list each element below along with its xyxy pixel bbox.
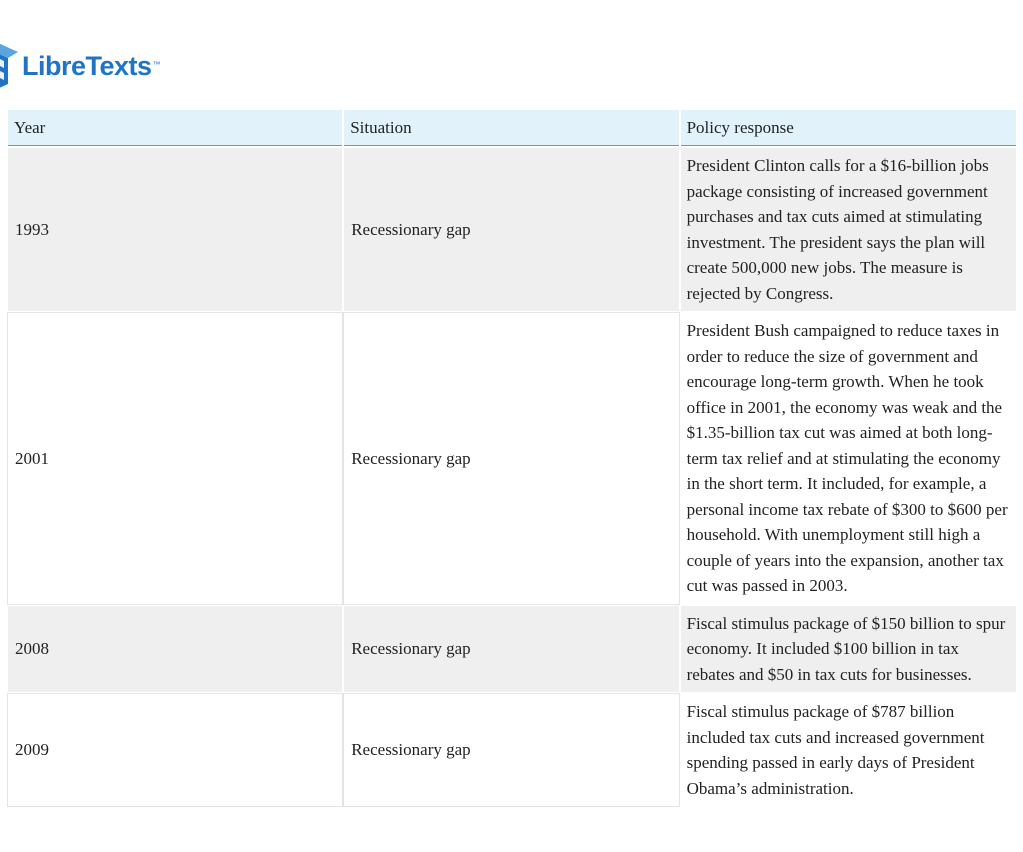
situation-cell: Recessionary gap <box>344 694 678 806</box>
header-policy-response: Policy response <box>681 110 1016 146</box>
table-row <box>8 148 1016 311</box>
header-year: Year <box>8 110 342 146</box>
table-row <box>8 694 1016 806</box>
table-row <box>8 606 1016 693</box>
situation-cell: Recessionary gap <box>344 313 678 604</box>
year-cell: 2009 <box>8 694 342 806</box>
libretexts-logo[interactable] <box>0 40 161 92</box>
table-header-row <box>8 110 1016 146</box>
policy-response-cell: President Clinton calls for a $16-billion jobs package consisting of increased government purchases and tax cuts aimed at stimulating investment. The president says the plan will create 500,000 new jobs. The measure is rejected by Congress. <box>681 148 1016 311</box>
situation-cell: Recessionary gap <box>344 606 678 693</box>
logo-wordmark: LibreTexts <box>22 50 152 81</box>
policy-response-cell: President Bush campaigned to reduce taxes in order to reduce the size of government and encourage long-term growth. When he took office in 2001, the economy was weak and the $1.35-billion tax cut was aimed at both long-term tax relief and at stimulating the economy in the short term. It included, for example, a personal income tax rebate of $300 to $600 per household. With unemployment still high a couple of years into the expansion, another tax cut was passed in 2003. <box>681 313 1016 604</box>
situation-cell: Recessionary gap <box>344 148 678 311</box>
year-cell: 1993 <box>8 148 342 311</box>
year-cell: 2008 <box>8 606 342 693</box>
policy-response-cell: Fiscal stimulus package of $787 billion included tax cuts and increased government spending passed in early days of President Obama’s administration. <box>681 694 1016 806</box>
year-cell: 2001 <box>8 313 342 604</box>
libretexts-hexagon-icon <box>0 42 20 90</box>
header-situation: Situation <box>344 110 678 146</box>
fiscal-policy-table <box>6 108 1018 808</box>
trademark-symbol: ™ <box>152 60 161 69</box>
policy-response-cell: Fiscal stimulus package of $150 billion to spur economy. It included $100 billion in tax rebates and $50 in tax cuts for businesses. <box>681 606 1016 693</box>
table-row <box>8 313 1016 604</box>
